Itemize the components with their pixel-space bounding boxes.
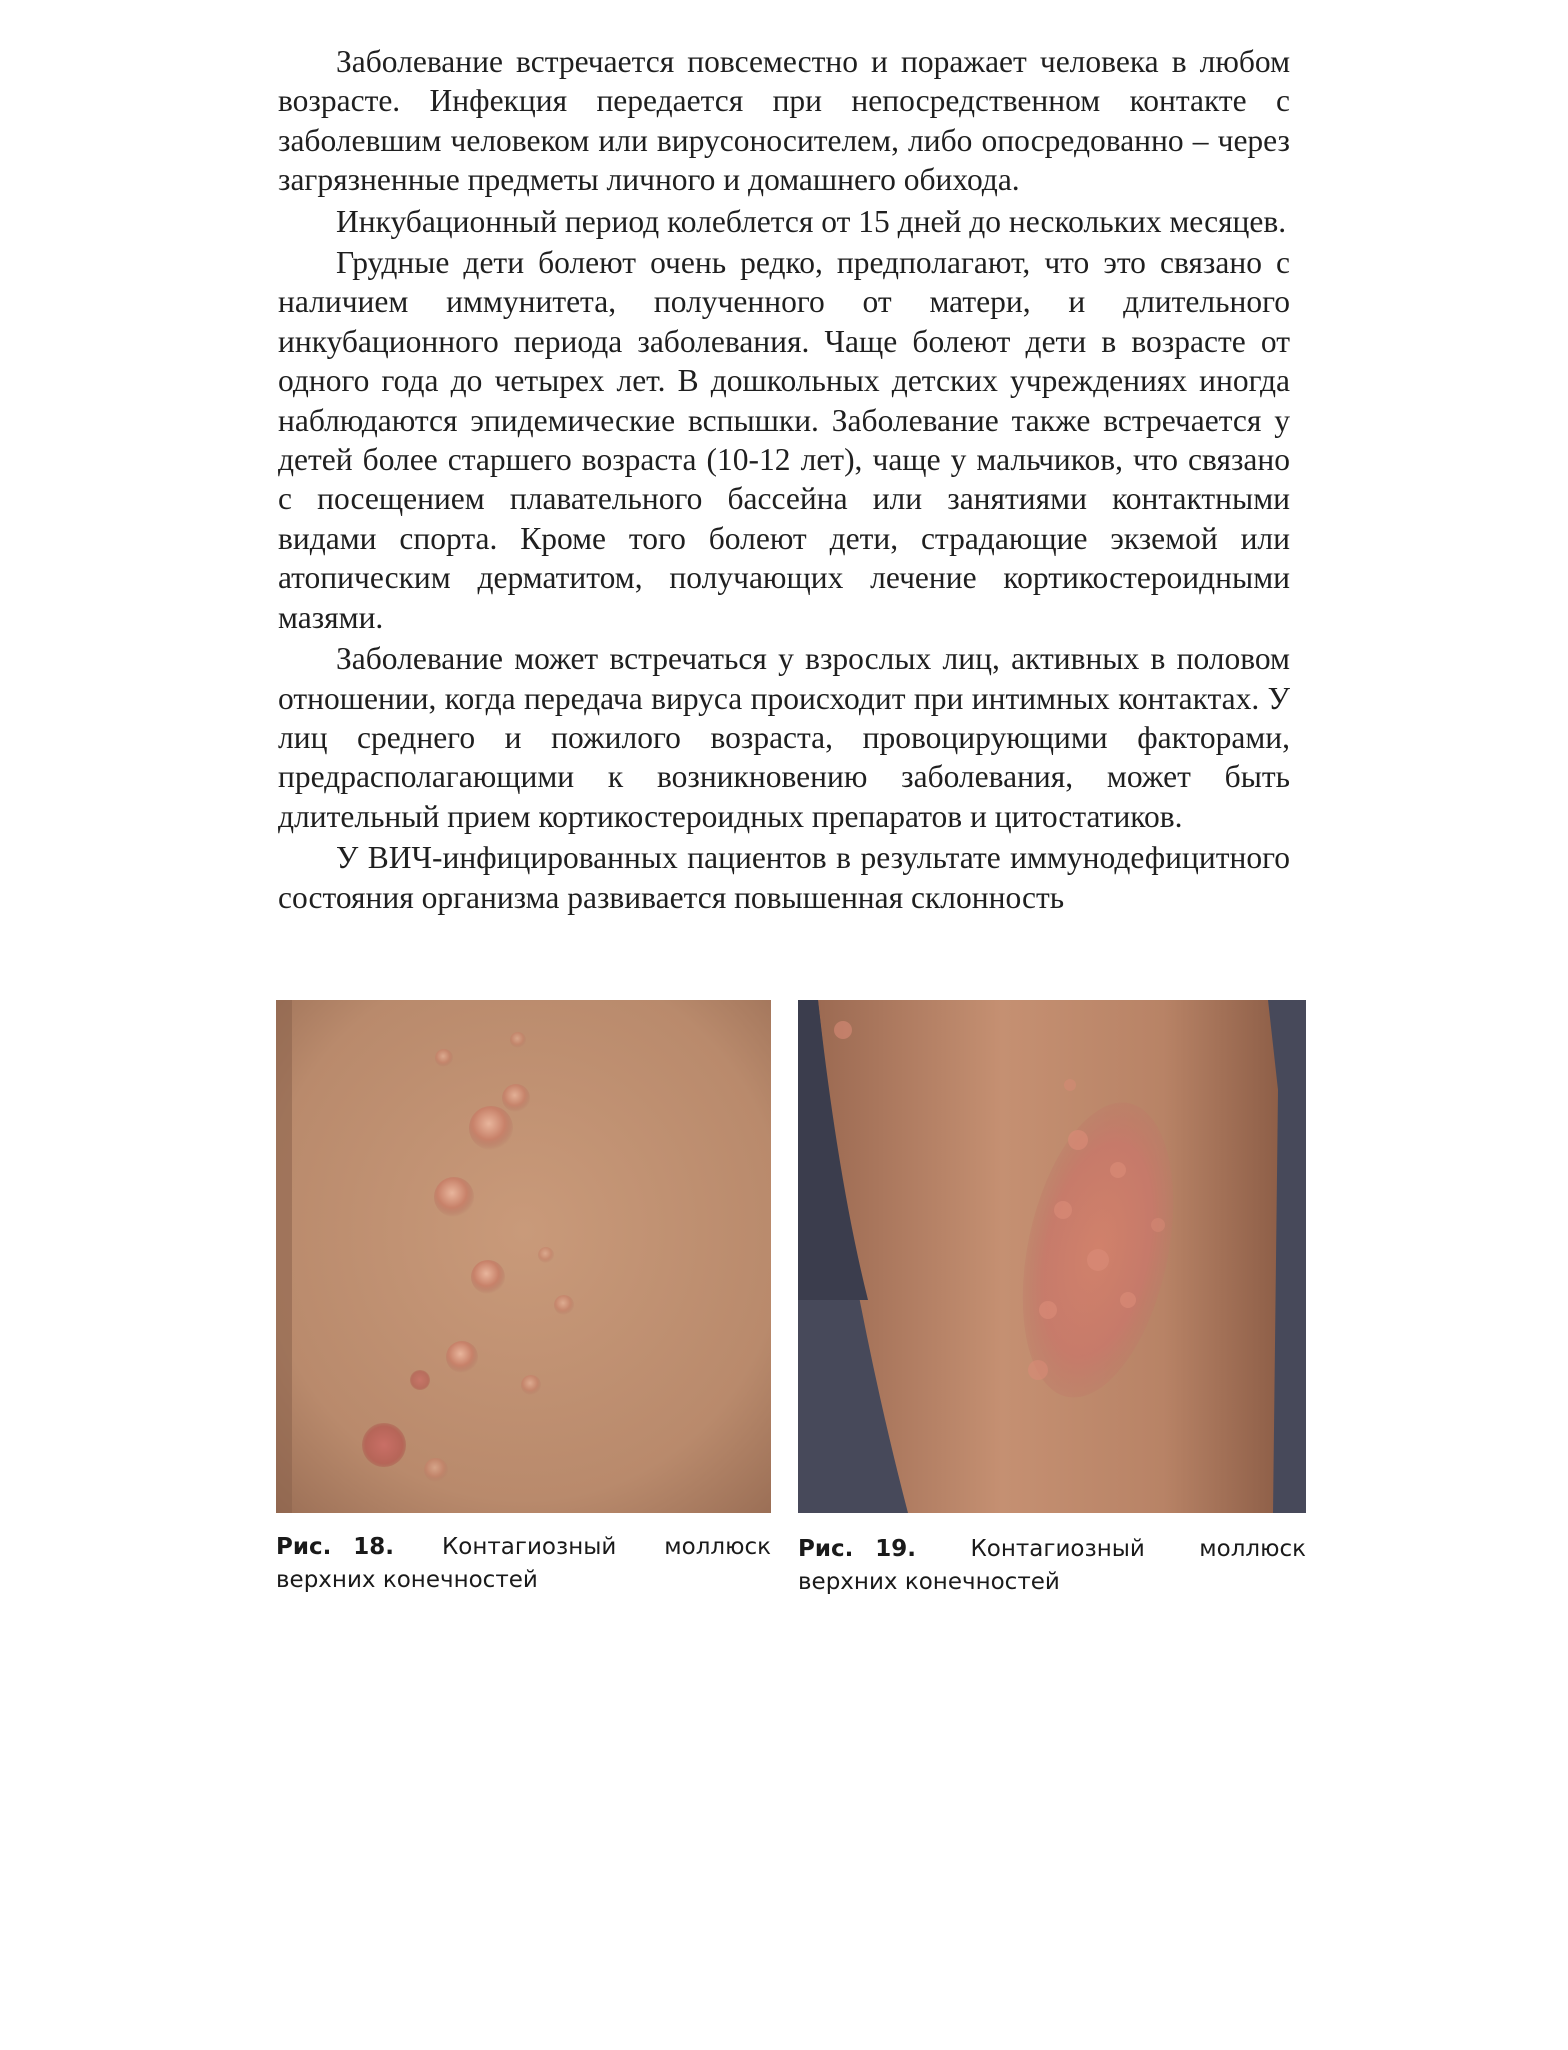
paragraph: У ВИЧ-инфицированных пациентов в результате иммунодефицитного состояния организма развивается повышенная склонность bbox=[278, 840, 1290, 915]
skin-lesions-photo bbox=[798, 1000, 1306, 1513]
paragraph: Заболевание может встречаться у взрослых лиц, активных в половом отношении, когда передача вируса происходит при интимных контактах. У лиц среднего и пожилого возраста, провоцирующими факторами, предрасполагающими к возникновению заболевания, может быть длительный прием кортикостероидных препаратов и цитостатиков. bbox=[278, 641, 1290, 834]
caption-word: моллюск bbox=[1199, 1536, 1306, 1562]
paragraph: Инкубационный период колеблется от 15 дней до нескольких месяцев. bbox=[336, 203, 1287, 239]
caption-word: моллюск bbox=[664, 1534, 771, 1560]
paragraph: Грудные дети болеют очень редко, предполагают, что это связано с наличием иммунитета, полученного от матери, и длительного инкубационного периода заболевания. Чаще болеют дети в возрасте от одного года до четырех лет. В дошкольных детских учреждениях иногда наблюдаются эпидемические вспышки. Заболевание также встречается у детей более старшего возраста (10-12 лет), чаще у мальчиков, что связано с посещением плавательного бассейна или занятиями контактными видами спорта. Кроме того болеют дети, страдающие экземой или атопическим дерматитом, получающих лечение кортикостероидными мазями. bbox=[278, 245, 1290, 635]
caption-label: Рис. bbox=[798, 1536, 854, 1562]
caption-number: 18. bbox=[353, 1534, 395, 1560]
caption-word: Контагиозный bbox=[441, 1534, 617, 1560]
figure-19-caption bbox=[798, 1533, 1306, 1599]
skin-lesions-photo bbox=[276, 1000, 771, 1513]
caption-word: Контагиозный bbox=[970, 1536, 1145, 1562]
figure-19 bbox=[798, 1000, 1306, 1599]
caption-line2: верхних конечностей bbox=[798, 1569, 1060, 1595]
figure-18-photo bbox=[276, 1000, 771, 1513]
figure-18-caption bbox=[276, 1531, 771, 1597]
caption-line2: верхних конечностей bbox=[276, 1567, 538, 1593]
figure-19-photo bbox=[798, 1000, 1306, 1513]
paragraph: Заболевание встречается повсеместно и поражает человека в любом возрасте. Инфекция передается при непосредственном контакте с заболевшим человеком или вирусоносителем, либо опосредованно – через загрязненные предметы личного и домашнего обихода. bbox=[278, 44, 1290, 198]
figure-18 bbox=[276, 1000, 771, 1597]
caption-number: 19. bbox=[875, 1536, 917, 1562]
caption-label: Рис. bbox=[276, 1534, 332, 1560]
body-text bbox=[278, 42, 1290, 919]
